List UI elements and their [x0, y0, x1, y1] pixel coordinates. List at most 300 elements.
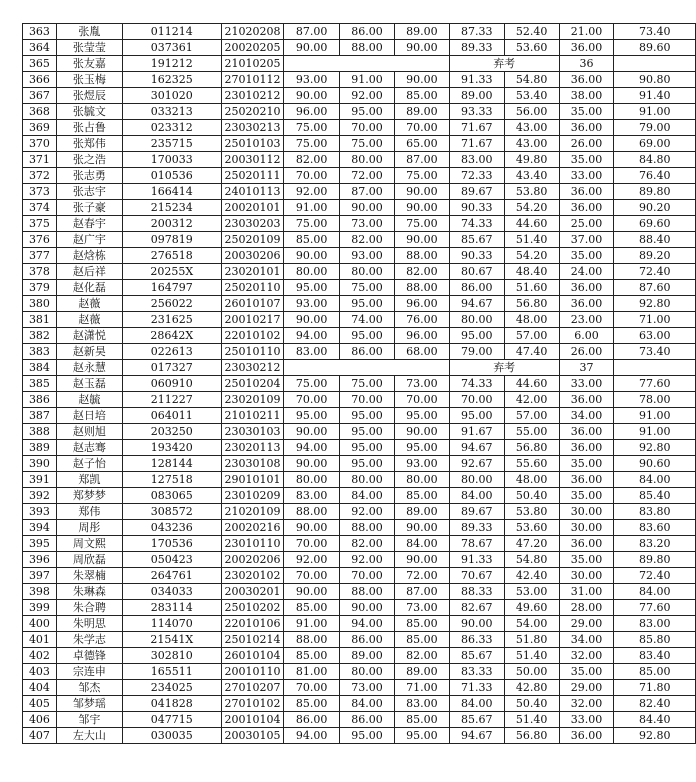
table-row [23, 472, 696, 488]
table-row [23, 552, 696, 568]
score-3-cell: 82.00 [394, 264, 449, 280]
table-row [23, 328, 696, 344]
score-1-cell: 90.00 [284, 456, 340, 472]
average-score-cell: 80.00 [449, 472, 504, 488]
score-3-cell: 87.00 [394, 584, 449, 600]
score-2-cell: 95.00 [340, 328, 395, 344]
name-cell: 张胤 [56, 24, 122, 40]
exam-code-cell: 27010207 [221, 680, 283, 696]
row-number-cell: 369 [23, 120, 57, 136]
weighted-score-cell: 43.40 [504, 168, 559, 184]
row-number-cell: 373 [23, 184, 57, 200]
score-3-cell: 95.00 [394, 728, 449, 744]
total-score-cell: 83.40 [614, 648, 696, 664]
exam-code-cell: 25020109 [221, 232, 283, 248]
table-row [23, 600, 696, 616]
total-score-cell: 84.80 [614, 152, 696, 168]
score-1-cell: 80.00 [284, 472, 340, 488]
total-score-cell: 90.80 [614, 72, 696, 88]
score-1-cell: 75.00 [284, 376, 340, 392]
extra-score-cell: 33.00 [559, 712, 614, 728]
exam-code-cell: 20010104 [221, 712, 283, 728]
row-number-cell: 370 [23, 136, 57, 152]
extra-score-cell: 37.00 [559, 232, 614, 248]
table-row [23, 536, 696, 552]
score-1-cell [284, 56, 450, 72]
row-number-cell: 406 [23, 712, 57, 728]
score-3-cell: 85.00 [394, 88, 449, 104]
name-cell: 张煜辰 [56, 88, 122, 104]
row-number-cell: 391 [23, 472, 57, 488]
table-row [23, 40, 696, 56]
total-score-cell: 63.00 [614, 328, 696, 344]
score-3-cell: 89.00 [394, 104, 449, 120]
average-score-cell: 74.33 [449, 376, 504, 392]
row-number-cell: 365 [23, 56, 57, 72]
average-score-cell: 87.33 [449, 24, 504, 40]
table-row [23, 360, 696, 376]
extra-score-cell: 36.00 [559, 40, 614, 56]
name-cell: 赵玉磊 [56, 376, 122, 392]
total-score-cell: 69.60 [614, 216, 696, 232]
name-cell: 邹梦瑶 [56, 696, 122, 712]
weighted-score-cell: 57.00 [504, 328, 559, 344]
name-cell: 赵春宇 [56, 216, 122, 232]
total-score-cell: 84.00 [614, 472, 696, 488]
score-2-cell: 86.00 [340, 344, 395, 360]
score-2-cell: 95.00 [340, 104, 395, 120]
extra-score-cell: 26.00 [559, 136, 614, 152]
score-2-cell: 84.00 [340, 488, 395, 504]
name-cell: 赵志骞 [56, 440, 122, 456]
total-score-cell: 91.40 [614, 88, 696, 104]
id-suffix-cell: 164797 [122, 280, 221, 296]
exam-code-cell: 23030108 [221, 456, 283, 472]
average-score-cell: 71.33 [449, 680, 504, 696]
exam-code-cell: 23010209 [221, 488, 283, 504]
weighted-score-cell: 56.80 [504, 296, 559, 312]
score-1-cell [284, 360, 450, 376]
score-1-cell: 81.00 [284, 664, 340, 680]
exam-code-cell: 23020113 [221, 440, 283, 456]
name-cell: 赵子怡 [56, 456, 122, 472]
name-cell: 赵焓栋 [56, 248, 122, 264]
extra-score-cell: 36.00 [559, 536, 614, 552]
weighted-score-cell: 47.20 [504, 536, 559, 552]
row-number-cell: 379 [23, 280, 57, 296]
score-1-cell: 80.00 [284, 264, 340, 280]
score-3-cell: 90.00 [394, 40, 449, 56]
total-score-cell: 85.80 [614, 632, 696, 648]
total-score-cell: 89.80 [614, 552, 696, 568]
score-1-cell: 70.00 [284, 680, 340, 696]
weighted-score-cell: 52.40 [504, 24, 559, 40]
score-3-cell: 84.00 [394, 536, 449, 552]
score-1-cell: 92.00 [284, 184, 340, 200]
id-suffix-cell: 256022 [122, 296, 221, 312]
name-cell: 张占鲁 [56, 120, 122, 136]
score-1-cell: 85.00 [284, 232, 340, 248]
score-1-cell: 92.00 [284, 552, 340, 568]
total-score-cell: 88.40 [614, 232, 696, 248]
name-cell: 张友嘉 [56, 56, 122, 72]
id-suffix-cell: 128144 [122, 456, 221, 472]
id-suffix-cell: 050423 [122, 552, 221, 568]
score-3-cell: 72.00 [394, 568, 449, 584]
extra-score-cell: 23.00 [559, 312, 614, 328]
total-score-cell: 84.40 [614, 712, 696, 728]
weighted-score-cell: 57.00 [504, 408, 559, 424]
id-suffix-cell: 060910 [122, 376, 221, 392]
row-number-cell: 372 [23, 168, 57, 184]
id-suffix-cell: 165511 [122, 664, 221, 680]
average-score-cell: 85.67 [449, 232, 504, 248]
average-score-cell: 94.67 [449, 728, 504, 744]
exam-code-cell: 20020216 [221, 520, 283, 536]
table-row [23, 696, 696, 712]
extra-score-cell: 30.00 [559, 568, 614, 584]
total-score-cell: 92.80 [614, 440, 696, 456]
table-row [23, 520, 696, 536]
exam-code-cell: 24010113 [221, 184, 283, 200]
score-3-cell: 89.00 [394, 664, 449, 680]
extra-score-cell: 30.00 [559, 504, 614, 520]
name-cell: 赵化磊 [56, 280, 122, 296]
score-2-cell: 86.00 [340, 632, 395, 648]
table-row [23, 664, 696, 680]
score-3-cell: 76.00 [394, 312, 449, 328]
extra-score-cell: 21.00 [559, 24, 614, 40]
name-cell: 张志勇 [56, 168, 122, 184]
score-3-cell: 95.00 [394, 408, 449, 424]
total-score-cell [614, 56, 696, 72]
exam-code-cell: 29010101 [221, 472, 283, 488]
table-row [23, 712, 696, 728]
extra-score-cell: 33.00 [559, 168, 614, 184]
id-suffix-cell: 308572 [122, 504, 221, 520]
total-score-cell: 89.60 [614, 40, 696, 56]
table-row [23, 72, 696, 88]
extra-score-cell: 35.00 [559, 104, 614, 120]
average-score-cell: 79.00 [449, 344, 504, 360]
table-row [23, 312, 696, 328]
average-score-cell: 83.00 [449, 152, 504, 168]
score-3-cell: 90.00 [394, 424, 449, 440]
exam-code-cell: 23010212 [221, 88, 283, 104]
id-suffix-cell: 047715 [122, 712, 221, 728]
id-suffix-cell: 170536 [122, 536, 221, 552]
total-score-cell: 76.40 [614, 168, 696, 184]
score-1-cell: 93.00 [284, 296, 340, 312]
name-cell: 张子豪 [56, 200, 122, 216]
row-number-cell: 363 [23, 24, 57, 40]
average-score-cell: 84.00 [449, 696, 504, 712]
extra-score-cell: 28.00 [559, 600, 614, 616]
row-number-cell: 405 [23, 696, 57, 712]
extra-score-cell: 36.00 [559, 392, 614, 408]
score-1-cell: 90.00 [284, 424, 340, 440]
row-number-cell: 392 [23, 488, 57, 504]
score-2-cell: 80.00 [340, 264, 395, 280]
score-2-cell: 95.00 [340, 408, 395, 424]
name-cell: 张志宇 [56, 184, 122, 200]
name-cell: 朱合聘 [56, 600, 122, 616]
average-score-cell: 70.00 [449, 392, 504, 408]
score-2-cell: 93.00 [340, 248, 395, 264]
extra-score-cell: 34.00 [559, 408, 614, 424]
weighted-score-cell: 43.00 [504, 120, 559, 136]
total-score-cell: 77.60 [614, 600, 696, 616]
row-number-cell: 378 [23, 264, 57, 280]
average-score-cell: 89.33 [449, 520, 504, 536]
total-score-cell: 72.40 [614, 568, 696, 584]
id-suffix-cell: 264761 [122, 568, 221, 584]
id-suffix-cell: 023312 [122, 120, 221, 136]
name-cell: 朱琳森 [56, 584, 122, 600]
name-cell: 郑伟 [56, 504, 122, 520]
average-score-cell: 85.67 [449, 648, 504, 664]
total-score-cell: 73.40 [614, 24, 696, 40]
exam-code-cell: 25010204 [221, 376, 283, 392]
row-number-cell: 388 [23, 424, 57, 440]
exam-code-cell: 23030203 [221, 216, 283, 232]
row-number-cell: 389 [23, 440, 57, 456]
exam-code-cell: 25010103 [221, 136, 283, 152]
total-score-cell: 85.00 [614, 664, 696, 680]
table-row [23, 88, 696, 104]
exam-code-cell: 23010110 [221, 536, 283, 552]
table-row [23, 200, 696, 216]
weighted-score-cell: 42.40 [504, 568, 559, 584]
score-3-cell: 90.00 [394, 520, 449, 536]
id-suffix-cell: 041828 [122, 696, 221, 712]
score-table [22, 23, 696, 744]
score-1-cell: 70.00 [284, 168, 340, 184]
exam-code-cell: 25010202 [221, 600, 283, 616]
exam-code-cell: 20030201 [221, 584, 283, 600]
score-1-cell: 75.00 [284, 136, 340, 152]
table-row [23, 568, 696, 584]
exam-code-cell: 20010110 [221, 664, 283, 680]
exam-code-cell: 21010211 [221, 408, 283, 424]
total-score-cell: 77.60 [614, 376, 696, 392]
score-3-cell: 85.00 [394, 616, 449, 632]
name-cell: 赵新昊 [56, 344, 122, 360]
score-1-cell: 95.00 [284, 408, 340, 424]
table-row [23, 168, 696, 184]
row-number-cell: 390 [23, 456, 57, 472]
extra-score-cell: 6.00 [559, 328, 614, 344]
exam-code-cell: 20030112 [221, 152, 283, 168]
total-score-cell: 92.80 [614, 296, 696, 312]
total-score-cell: 92.80 [614, 728, 696, 744]
weighted-score-cell: 53.00 [504, 584, 559, 600]
total-score-cell: 91.00 [614, 104, 696, 120]
id-suffix-cell: 034033 [122, 584, 221, 600]
exam-code-cell: 20020101 [221, 200, 283, 216]
score-2-cell: 73.00 [340, 680, 395, 696]
name-cell: 张郑伟 [56, 136, 122, 152]
weighted-score-cell: 49.60 [504, 600, 559, 616]
table-row [23, 680, 696, 696]
exam-code-cell: 23020102 [221, 568, 283, 584]
average-score-cell: 86.33 [449, 632, 504, 648]
score-1-cell: 83.00 [284, 488, 340, 504]
id-suffix-cell: 022613 [122, 344, 221, 360]
exam-code-cell: 23020109 [221, 392, 283, 408]
exam-code-cell: 23020101 [221, 264, 283, 280]
extra-score-cell: 29.00 [559, 616, 614, 632]
extra-score-cell: 30.00 [559, 520, 614, 536]
score-1-cell: 95.00 [284, 280, 340, 296]
id-suffix-cell: 114070 [122, 616, 221, 632]
score-2-cell: 95.00 [340, 424, 395, 440]
row-number-cell: 398 [23, 584, 57, 600]
table-row [23, 120, 696, 136]
table-row [23, 280, 696, 296]
score-2-cell: 75.00 [340, 280, 395, 296]
score-1-cell: 83.00 [284, 344, 340, 360]
score-2-cell: 90.00 [340, 200, 395, 216]
id-suffix-cell: 191212 [122, 56, 221, 72]
extra-score-cell: 26.00 [559, 344, 614, 360]
score-3-cell: 87.00 [394, 152, 449, 168]
average-score-cell: 80.67 [449, 264, 504, 280]
table-row [23, 440, 696, 456]
score-2-cell: 80.00 [340, 472, 395, 488]
score-1-cell: 90.00 [284, 40, 340, 56]
name-cell: 张玉梅 [56, 72, 122, 88]
id-suffix-cell: 083065 [122, 488, 221, 504]
average-score-cell: 92.67 [449, 456, 504, 472]
score-3-cell: 96.00 [394, 296, 449, 312]
table-row [23, 504, 696, 520]
score-1-cell: 75.00 [284, 120, 340, 136]
score-3-cell: 75.00 [394, 216, 449, 232]
score-1-cell: 96.00 [284, 104, 340, 120]
score-1-cell: 85.00 [284, 648, 340, 664]
row-number-cell: 380 [23, 296, 57, 312]
table-row [23, 408, 696, 424]
exam-code-cell: 20030206 [221, 248, 283, 264]
average-score-cell: 弃考 [449, 360, 559, 376]
table-row [23, 616, 696, 632]
score-3-cell: 90.00 [394, 552, 449, 568]
table-row [23, 392, 696, 408]
name-cell: 卓德锋 [56, 648, 122, 664]
row-number-cell: 395 [23, 536, 57, 552]
exam-code-cell: 25020110 [221, 280, 283, 296]
total-score-cell: 91.00 [614, 424, 696, 440]
id-suffix-cell: 301020 [122, 88, 221, 104]
score-1-cell: 90.00 [284, 88, 340, 104]
exam-code-cell: 25010214 [221, 632, 283, 648]
id-suffix-cell: 030035 [122, 728, 221, 744]
total-score-cell [614, 360, 696, 376]
score-3-cell: 82.00 [394, 648, 449, 664]
table-row [23, 232, 696, 248]
weighted-score-cell: 55.00 [504, 424, 559, 440]
weighted-score-cell: 56.80 [504, 728, 559, 744]
weighted-score-cell: 47.40 [504, 344, 559, 360]
id-suffix-cell: 283114 [122, 600, 221, 616]
score-2-cell: 82.00 [340, 536, 395, 552]
average-score-cell: 89.00 [449, 88, 504, 104]
total-score-cell: 71.80 [614, 680, 696, 696]
row-number-cell: 374 [23, 200, 57, 216]
row-number-cell: 387 [23, 408, 57, 424]
average-score-cell: 88.33 [449, 584, 504, 600]
weighted-score-cell: 49.80 [504, 152, 559, 168]
total-score-cell: 83.00 [614, 616, 696, 632]
score-1-cell: 86.00 [284, 712, 340, 728]
exam-code-cell: 26010104 [221, 648, 283, 664]
name-cell: 周彤 [56, 520, 122, 536]
extra-score-cell: 32.00 [559, 696, 614, 712]
extra-score-cell: 36.00 [559, 72, 614, 88]
average-score-cell: 95.00 [449, 328, 504, 344]
name-cell: 宗连申 [56, 664, 122, 680]
table-row [23, 24, 696, 40]
row-number-cell: 403 [23, 664, 57, 680]
average-score-cell: 80.00 [449, 312, 504, 328]
table-row [23, 264, 696, 280]
average-score-cell: 91.33 [449, 72, 504, 88]
id-suffix-cell: 037361 [122, 40, 221, 56]
average-score-cell: 84.00 [449, 488, 504, 504]
weighted-score-cell: 56.00 [504, 104, 559, 120]
score-3-cell: 95.00 [394, 440, 449, 456]
score-1-cell: 70.00 [284, 536, 340, 552]
extra-score-cell: 36.00 [559, 200, 614, 216]
row-number-cell: 399 [23, 600, 57, 616]
score-2-cell: 70.00 [340, 392, 395, 408]
extra-score-cell: 35.00 [559, 552, 614, 568]
extra-score-cell: 31.00 [559, 584, 614, 600]
score-2-cell: 95.00 [340, 728, 395, 744]
score-2-cell: 92.00 [340, 552, 395, 568]
score-1-cell: 90.00 [284, 248, 340, 264]
weighted-score-cell: 42.80 [504, 680, 559, 696]
row-number-cell: 366 [23, 72, 57, 88]
table-row [23, 136, 696, 152]
id-suffix-cell: 162325 [122, 72, 221, 88]
name-cell: 赵后祥 [56, 264, 122, 280]
extra-score-cell: 36.00 [559, 280, 614, 296]
score-1-cell: 70.00 [284, 392, 340, 408]
average-score-cell: 82.67 [449, 600, 504, 616]
weighted-score-cell: 51.40 [504, 232, 559, 248]
table-row [23, 152, 696, 168]
total-score-cell: 87.60 [614, 280, 696, 296]
score-1-cell: 91.00 [284, 616, 340, 632]
score-3-cell: 90.00 [394, 72, 449, 88]
id-suffix-cell: 193420 [122, 440, 221, 456]
score-3-cell: 88.00 [394, 248, 449, 264]
table-row [23, 344, 696, 360]
average-score-cell: 90.33 [449, 200, 504, 216]
name-cell: 赵日培 [56, 408, 122, 424]
row-number-cell: 364 [23, 40, 57, 56]
score-1-cell: 88.00 [284, 632, 340, 648]
score-3-cell: 68.00 [394, 344, 449, 360]
weighted-score-cell: 51.80 [504, 632, 559, 648]
score-2-cell: 72.00 [340, 168, 395, 184]
extra-score-cell: 36.00 [559, 184, 614, 200]
row-number-cell: 404 [23, 680, 57, 696]
score-2-cell: 90.00 [340, 600, 395, 616]
id-suffix-cell: 010536 [122, 168, 221, 184]
